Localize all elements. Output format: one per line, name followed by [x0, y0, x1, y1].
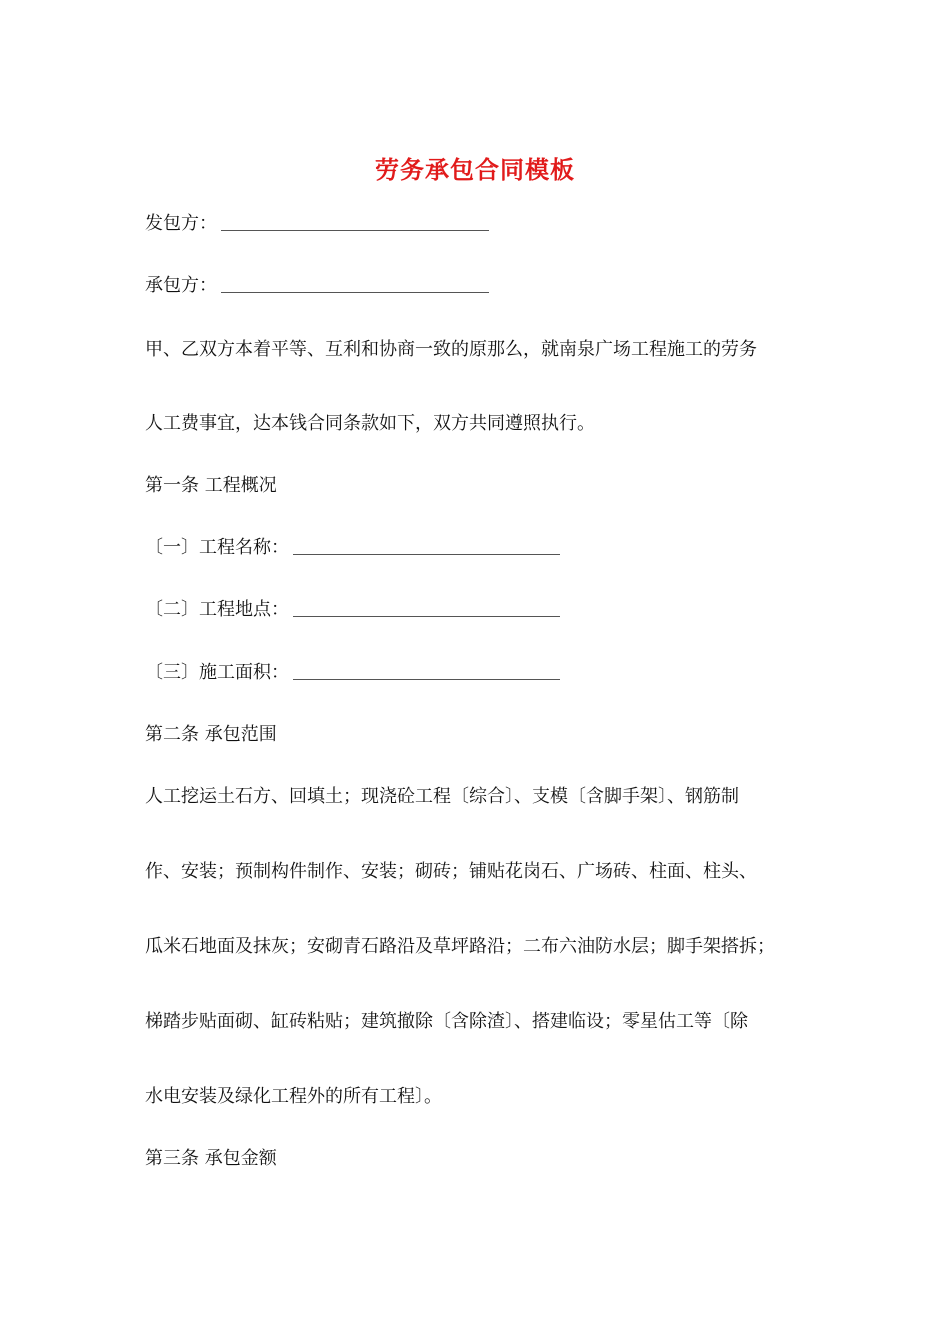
article1-heading: 第一条 工程概况 [145, 475, 277, 496]
construction-area-label: 〔三〕施工面积： [145, 662, 289, 683]
article3-heading: 第三条 承包金额 [145, 1148, 277, 1169]
employer-field-row [145, 212, 489, 236]
intro-line-1: 甲、乙双方本着平等、互利和协商一致的原那么，就南泉广场工程施工的劳务 [145, 339, 757, 360]
project-name-blank-line [293, 553, 560, 555]
scope-line-1: 人工挖运土石方、回填土；现浇砼工程〔综合〕、支模〔含脚手架〕、钢筋制 [145, 786, 739, 807]
employer-label: 发包方： [145, 213, 217, 234]
article2-heading: 第二条 承包范围 [145, 724, 277, 745]
construction-area-blank-line [293, 678, 560, 680]
project-name-row [145, 536, 560, 560]
scope-line-2: 作、安装；预制构件制作、安装；砌砖；铺贴花岗石、广场砖、柱面、柱头、 [145, 861, 757, 882]
employer-blank-line [221, 229, 489, 231]
project-name-label: 〔一〕工程名称： [145, 537, 289, 558]
contractor-blank-line [221, 291, 489, 293]
contractor-field-row [145, 274, 489, 298]
scope-line-3: 瓜米石地面及抹灰；安砌青石路沿及草坪路沿；二布六油防水层；脚手架搭拆； [145, 936, 775, 957]
project-location-blank-line [293, 615, 560, 617]
scope-line-5: 水电安装及绿化工程外的所有工程〕。 [145, 1086, 442, 1107]
contractor-label: 承包方： [145, 275, 217, 296]
project-location-row [145, 598, 560, 622]
project-location-label: 〔二〕工程地点： [145, 599, 289, 620]
construction-area-row [145, 661, 560, 685]
document-title: 劳务承包合同模板 [375, 155, 575, 184]
intro-line-2: 人工费事宜，达本钱合同条款如下，双方共同遵照执行。 [145, 413, 595, 434]
scope-line-4: 梯踏步贴面砌、缸砖粘贴；建筑撤除〔含除渣〕、搭建临设；零星估工等〔除 [145, 1011, 748, 1032]
